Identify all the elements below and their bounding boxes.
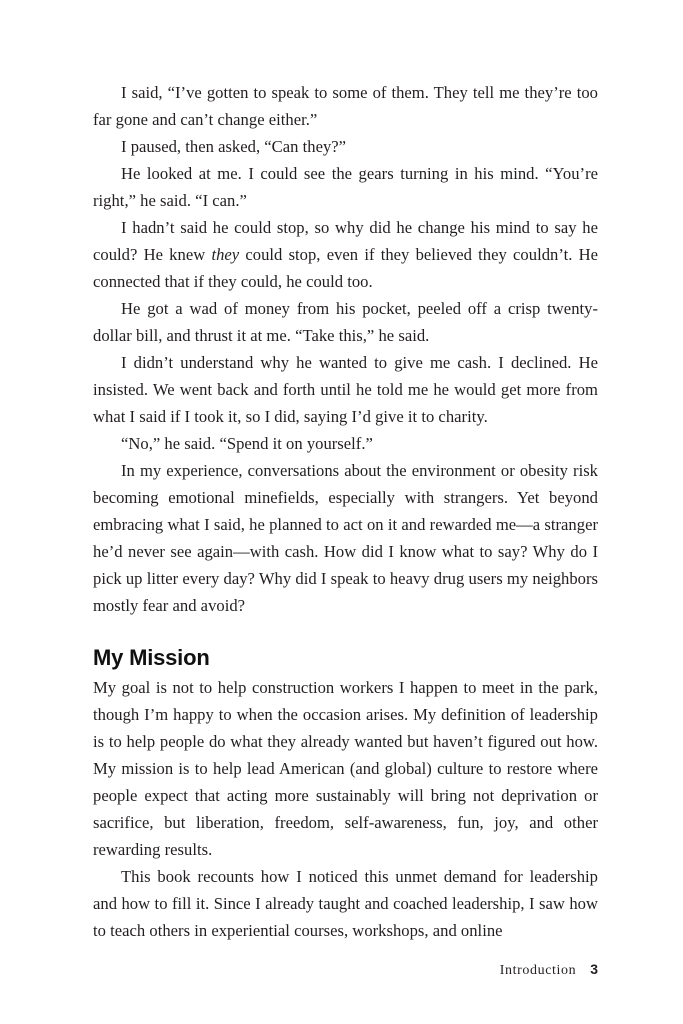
paragraph: This book recounts how I noticed this unmet demand for leadership and how to fill it. Since I already taught and coached leadership, I saw how to teach others in experiential courses, workshops, and online	[93, 867, 598, 940]
page-footer	[500, 961, 598, 979]
paragraph: I paused, then asked, “Can they?”	[121, 137, 347, 156]
emphasized-word: they	[211, 245, 240, 264]
paragraph: “No,” he said. “Spend it on yourself.”	[121, 434, 373, 453]
paragraph: He got a wad of money from his pocket, peeled off a crisp twenty-dollar bill, and thrust it at me. “Take this,” he said.	[93, 299, 598, 345]
paragraph: I didn’t understand why he wanted to give me cash. I declined. He insisted. We went back and forth until he told me he would get more from what I said if I took it, so I did, saying I’d give it to charity.	[93, 353, 598, 426]
paragraph: He looked at me. I could see the gears turning in his mind. “You’re right,” he said. “I can.”	[93, 164, 598, 210]
section-heading: My Mission	[93, 645, 210, 670]
running-head: Introduction	[499, 963, 577, 978]
paragraph-with-emphasis	[93, 214, 598, 295]
paragraph-text: could stop, even if they believed they couldn’t. He connected that if they could, he could too.	[93, 245, 598, 291]
paragraph: I said, “I’ve gotten to speak to some of them. They tell me they’re too far gone and can’t change either.”	[93, 83, 598, 129]
paragraph: In my experience, conversations about the environment or obesity risk becoming emotional minefields, especially with strangers. Yet beyond embracing what I said, he planned to act on it and rewarded me—a stranger he’d never see again—with cash. How did I know what to say? Why do I pick up litter every day? Why did I speak to heavy drug users my neighbors mostly fear and avoid?	[93, 461, 598, 615]
page-number: 3	[590, 961, 598, 977]
paragraph: My goal is not to help construction workers I happen to meet in the park, though I’m happy to when the occasion arises. My definition of leadership is to help people do what they already wanted but haven’t figured out how. My mission is to help lead American (and global) culture to restore where people expect that acting more sustainably will bring not deprivation or sacrifice, but liberation, freedom, self-awareness, fun, joy, and other rewarding results.	[93, 678, 598, 859]
paragraph-text: I hadn’t said he could stop, so why did he change his mind to say he could? He knew	[93, 218, 598, 264]
book-page-body	[93, 79, 598, 944]
